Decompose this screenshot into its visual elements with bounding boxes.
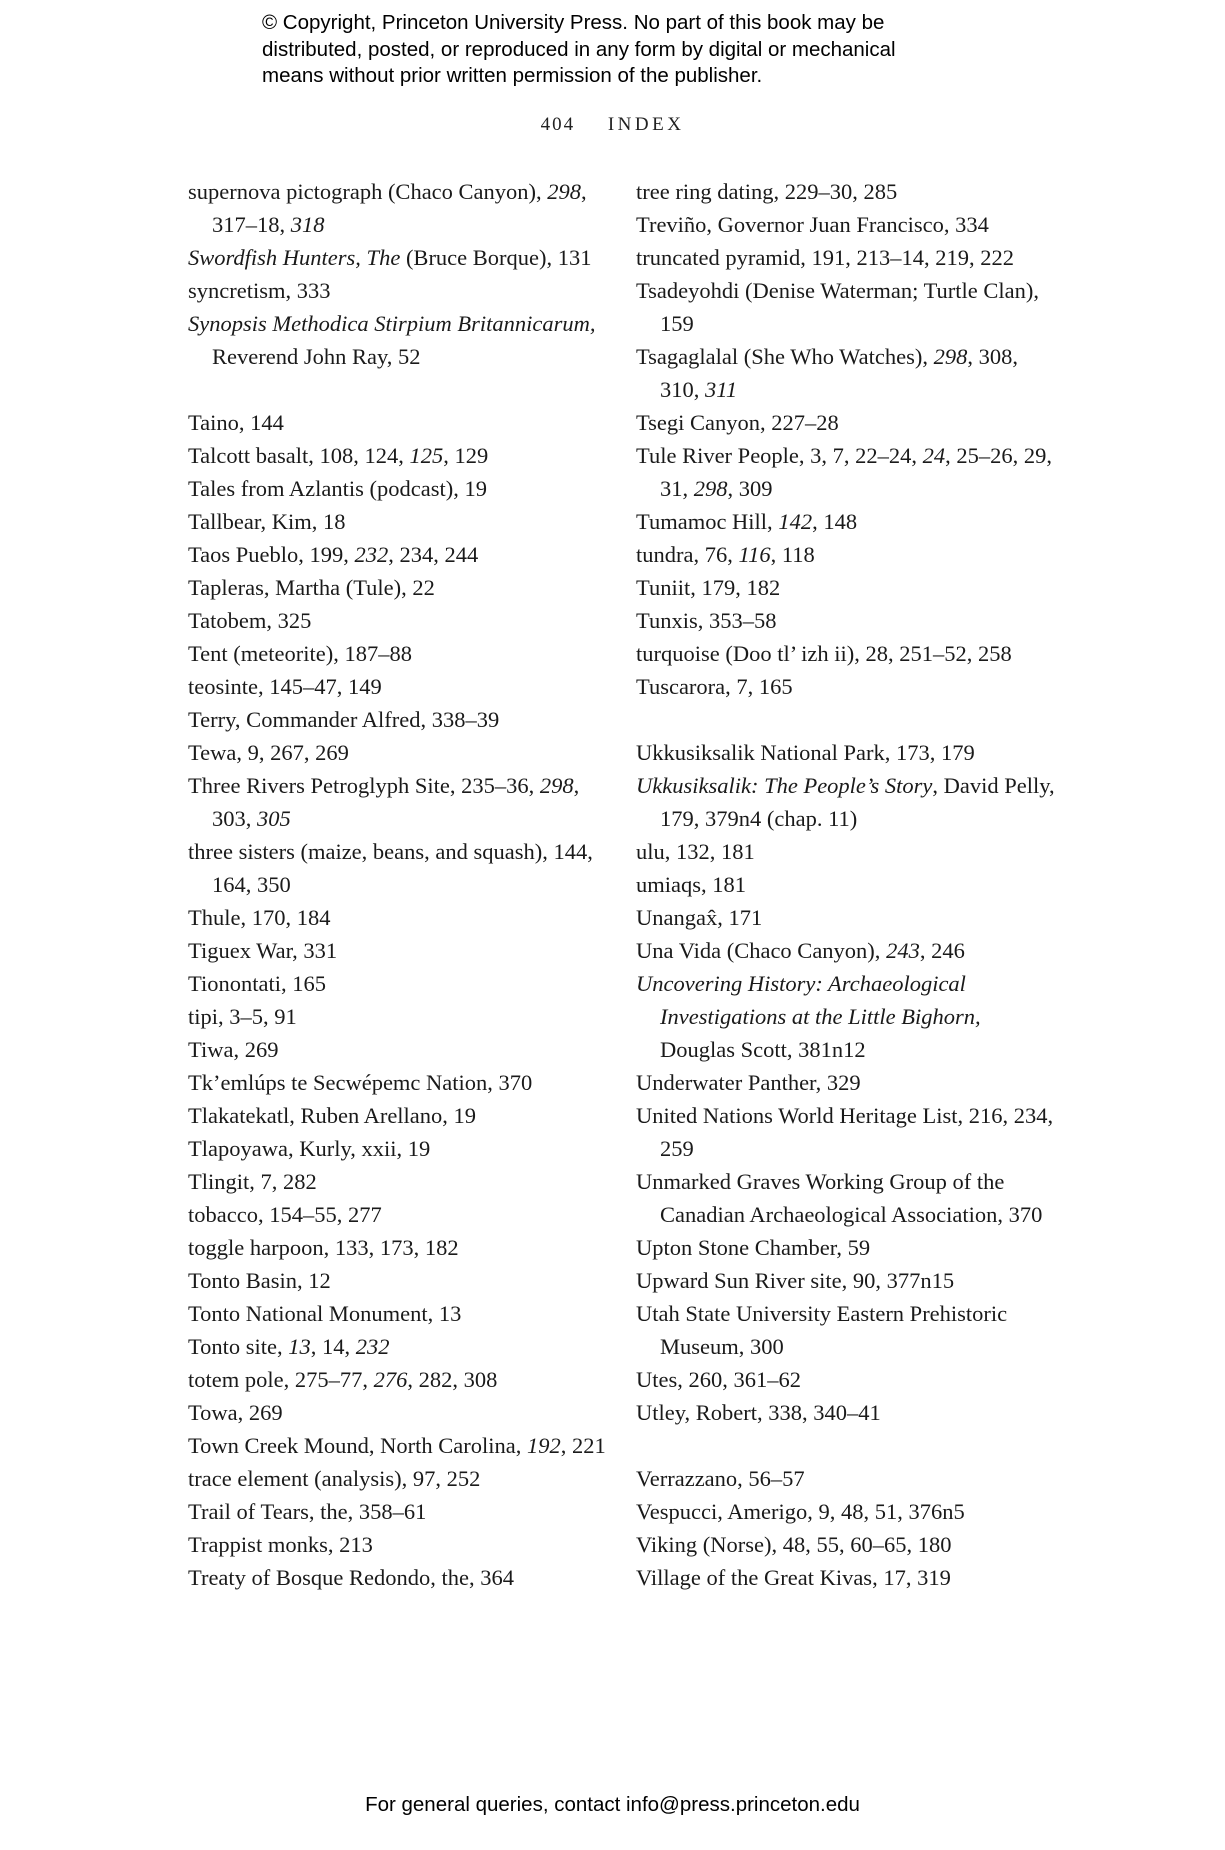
index-entry: United Nations World Heritage List, 216, 234, 259 [636, 1103, 1054, 1161]
index-entry: Three Rivers Petroglyph Site, 235–36, 298, 303, 305 [188, 773, 580, 831]
index-entry: Swordfish Hunters, The (Bruce Borque), 131 [188, 245, 592, 270]
index-entry: Taos Pueblo, 199, 232, 234, 244 [188, 542, 479, 567]
index-entry: Tlapoyawa, Kurly, xxii, 19 [188, 1136, 431, 1161]
index-entry: ulu, 132, 181 [636, 839, 755, 864]
index-entry: Uncovering History: Archaeological Investigations at the Little Bighorn, Douglas Scott, 381n12 [636, 971, 981, 1062]
section-title: INDEX [607, 114, 685, 135]
index-entry: Thule, 170, 184 [188, 905, 331, 930]
index-entry: syncretism, 333 [188, 278, 331, 303]
index-entry: supernova pictograph (Chaco Canyon), 298, 317–18, 318 [188, 179, 587, 237]
index-entry: Towa, 269 [188, 1400, 283, 1425]
index-entry: Village of the Great Kivas, 17, 319 [636, 1565, 951, 1590]
index-entry: Tsegi Canyon, 227–28 [636, 410, 839, 435]
index-entry: tobacco, 154–55, 277 [188, 1202, 382, 1227]
index-entry: Town Creek Mound, North Carolina, 192, 221 [188, 1433, 606, 1458]
index-entry: Tsadeyohdi (Denise Waterman; Turtle Clan), 159 [636, 278, 1040, 336]
index-entry: Trail of Tears, the, 358–61 [188, 1499, 427, 1524]
index-entry: Underwater Panther, 329 [636, 1070, 861, 1095]
index-entry: Treviño, Governor Juan Francisco, 334 [636, 212, 989, 237]
running-head [0, 114, 1225, 136]
index-entry: truncated pyramid, 191, 213–14, 219, 222 [636, 245, 1015, 270]
index-entry: Tlingit, 7, 282 [188, 1169, 317, 1194]
copyright-notice [262, 10, 1042, 90]
section-gap [636, 703, 1056, 736]
index-entry: Tapleras, Martha (Tule), 22 [188, 575, 435, 600]
page-number: 404 [540, 114, 576, 135]
index-entry: Tuniit, 179, 182 [636, 575, 781, 600]
index-entry: Tk’emlúps te Secwépemc Nation, 370 [188, 1070, 533, 1095]
index-entry: trace element (analysis), 97, 252 [188, 1466, 481, 1491]
index-entry: Tiwa, 269 [188, 1037, 279, 1062]
index-entry: Synopsis Methodica Stirpium Britannicarum, Reverend John Ray, 52 [188, 311, 596, 369]
index-entry: umiaqs, 181 [636, 872, 746, 897]
index-entry: Tule River People, 3, 7, 22–24, 24, 25–26, 29, 31, 298, 309 [636, 443, 1053, 501]
index-entry: Utah State University Eastern Prehistoric Museum, 300 [636, 1301, 1008, 1359]
index-entry: Viking (Norse), 48, 55, 60–65, 180 [636, 1532, 952, 1557]
index-entry: Unangax̂, 171 [636, 905, 763, 930]
copyright-line: means without prior written permission of the publisher. [262, 64, 763, 87]
index-entry: turquoise (Doo tl’ izh ii), 28, 251–52, 258 [636, 641, 1012, 666]
copyright-line: distributed, posted, or reproduced in any form by digital or mechanical [262, 37, 896, 61]
index-entry: Tewa, 9, 267, 269 [188, 740, 349, 765]
section-gap [636, 1429, 1056, 1462]
index-entry: Upton Stone Chamber, 59 [636, 1235, 871, 1260]
index-entry: teosinte, 145–47, 149 [188, 674, 382, 699]
index-entry: Tunxis, 353–58 [636, 608, 777, 633]
index-entry: Ukkusiksalik: The People’s Story, David Pelly, 179, 379n4 (chap. 11) [636, 773, 1055, 831]
section-gap [188, 373, 608, 406]
index-column-right [636, 175, 1056, 1594]
index-entry: Tuscarora, 7, 165 [636, 674, 793, 699]
footer-contact: For general queries, contact info@press.princeton.edu [365, 1793, 860, 1816]
index-entry: Tonto site, 13, 14, 232 [188, 1334, 390, 1359]
index-entry: totem pole, 275–77, 276, 282, 308 [188, 1367, 498, 1392]
index-entry: Trappist monks, 213 [188, 1532, 373, 1557]
index-entry: Ukkusiksalik National Park, 173, 179 [636, 740, 975, 765]
index-entry: Tent (meteorite), 187–88 [188, 641, 412, 666]
index-entry: Utes, 260, 361–62 [636, 1367, 801, 1392]
index-entry: Tonto National Monument, 13 [188, 1301, 462, 1326]
index-entry: tipi, 3–5, 91 [188, 1004, 297, 1029]
index-entry: Verrazzano, 56–57 [636, 1466, 805, 1491]
index-entry: Upward Sun River site, 90, 377n15 [636, 1268, 955, 1293]
index-entry: tree ring dating, 229–30, 285 [636, 179, 898, 204]
index-entry: Tlakatekatl, Ruben Arellano, 19 [188, 1103, 477, 1128]
index-entry: Talcott basalt, 108, 124, 125, 129 [188, 443, 489, 468]
index-entry: toggle harpoon, 133, 173, 182 [188, 1235, 459, 1260]
index-entry: Tiguex War, 331 [188, 938, 338, 963]
index-entry: Tallbear, Kim, 18 [188, 509, 346, 534]
index-entry: three sisters (maize, beans, and squash), 144, 164, 350 [188, 839, 593, 897]
index-entry: Unmarked Graves Working Group of the Canadian Archaeological Association, 370 [636, 1169, 1043, 1227]
index-entry: Tionontati, 165 [188, 971, 326, 996]
index-entry: Tales from Azlantis (podcast), 19 [188, 476, 487, 501]
index-entry: Vespucci, Amerigo, 9, 48, 51, 376n5 [636, 1499, 965, 1524]
index-entry: Tonto Basin, 12 [188, 1268, 331, 1293]
index-entry: Utley, Robert, 338, 340–41 [636, 1400, 881, 1425]
index-entry: Taino, 144 [188, 410, 284, 435]
copyright-line: © Copyright, Princeton University Press. No part of this book may be [262, 11, 885, 34]
index-entry: tundra, 76, 116, 118 [636, 542, 815, 567]
index-entry: Terry, Commander Alfred, 338–39 [188, 707, 500, 732]
index-column-left [188, 175, 608, 1594]
index-entry: Tatobem, 325 [188, 608, 312, 633]
index-entry: Treaty of Bosque Redondo, the, 364 [188, 1565, 515, 1590]
index-entry: Tsagaglalal (She Who Watches), 298, 308, 310, 311 [636, 344, 1018, 402]
index-entry: Una Vida (Chaco Canyon), 243, 246 [636, 938, 965, 963]
index-entry: Tumamoc Hill, 142, 148 [636, 509, 858, 534]
